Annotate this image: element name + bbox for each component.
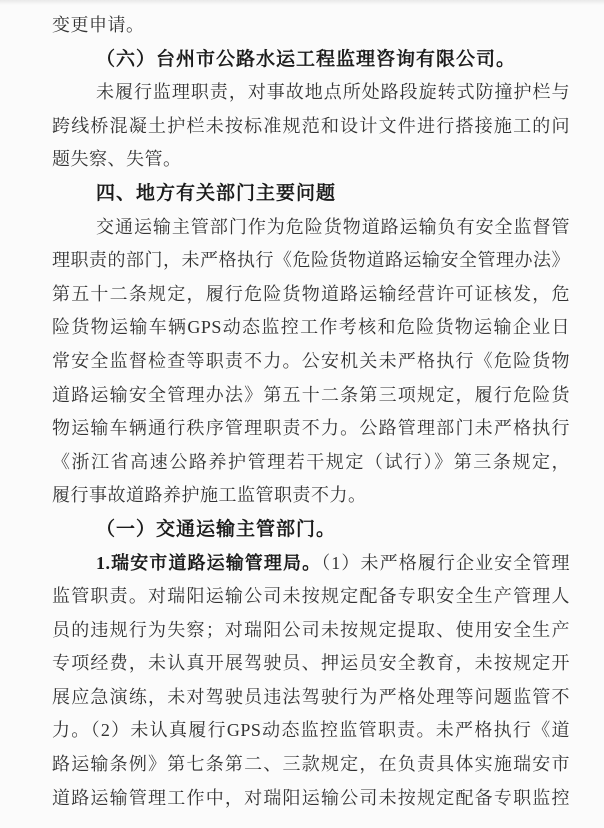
text-line: 力。（2）未认真履行GPS动态监控监管职责。未严格执行《道: [52, 720, 570, 741]
text-line: 题失察、失管。: [52, 149, 182, 170]
text-line: 未履行监理职责，对事故地点所处路段旋转式防撞护栏与: [96, 82, 570, 103]
text-line: 交通运输主管部门作为危险货物道路运输负有安全监督管: [96, 216, 570, 237]
text-line: 道路运输安全管理办法》第五十二条第三项规定，履行危险货: [52, 384, 570, 405]
text-line: 路运输条例》第七条第二、三款规定，在负责具体实施瑞安市: [52, 754, 570, 775]
text-line: 物运输车辆通行秩序管理职责不力。公路管理部门未严格执行: [52, 418, 570, 439]
text-line: 第五十二条规定，履行危险货物道路运输经营许可证核发，危: [52, 283, 570, 304]
text-line: 险货物运输车辆GPS动态监控工作考核和危险货物运输企业日: [52, 317, 570, 338]
text-line: 履行事故道路养护施工监管职责不力。: [52, 485, 367, 506]
text-line: 常安全监督检查等职责不力。公安机关未严格执行《危险货物: [52, 350, 570, 371]
text-line: 专项经费，未认真开展驾驶员、押运员安全教育，未按规定开: [52, 653, 570, 674]
text-line: 展应急演练，未对驾驶员违法驾驶行为严格处理等问题监管不: [52, 686, 570, 707]
text-run: （1）未严格履行企业安全管理: [321, 552, 570, 573]
text-line: [52, 547, 570, 581]
subsection-heading-1: （一）交通运输主管部门。: [96, 518, 337, 540]
section-heading-4: 四、地方有关部门主要问题: [96, 182, 337, 204]
text-line: 道路运输管理工作中，对瑞阳运输公司未按规定配备专职监控: [52, 787, 570, 808]
text-line: 变更申请。: [52, 15, 145, 35]
bold-agency-label: 1.瑞安市道路运输管理局。: [96, 552, 322, 573]
text-line: 跨线桥混凝土护栏未按标准规范和设计文件进行搭接施工的问: [52, 115, 570, 136]
section-heading-6: （六）台州市公路水运工程监理咨询有限公司。: [96, 48, 517, 70]
text-line: 《浙江省高速公路养护管理若干规定（试行）》第三条规定，: [52, 451, 570, 472]
text-line: 员的违规行为失察；对瑞阳公司未按规定提取、使用安全生产: [52, 619, 570, 640]
text-line: 理职责的部门，未严格执行《危险货物道路运输安全管理办法》: [52, 250, 570, 271]
text-line: 监管职责。对瑞阳运输公司未按规定配备专职安全生产管理人: [52, 586, 570, 607]
